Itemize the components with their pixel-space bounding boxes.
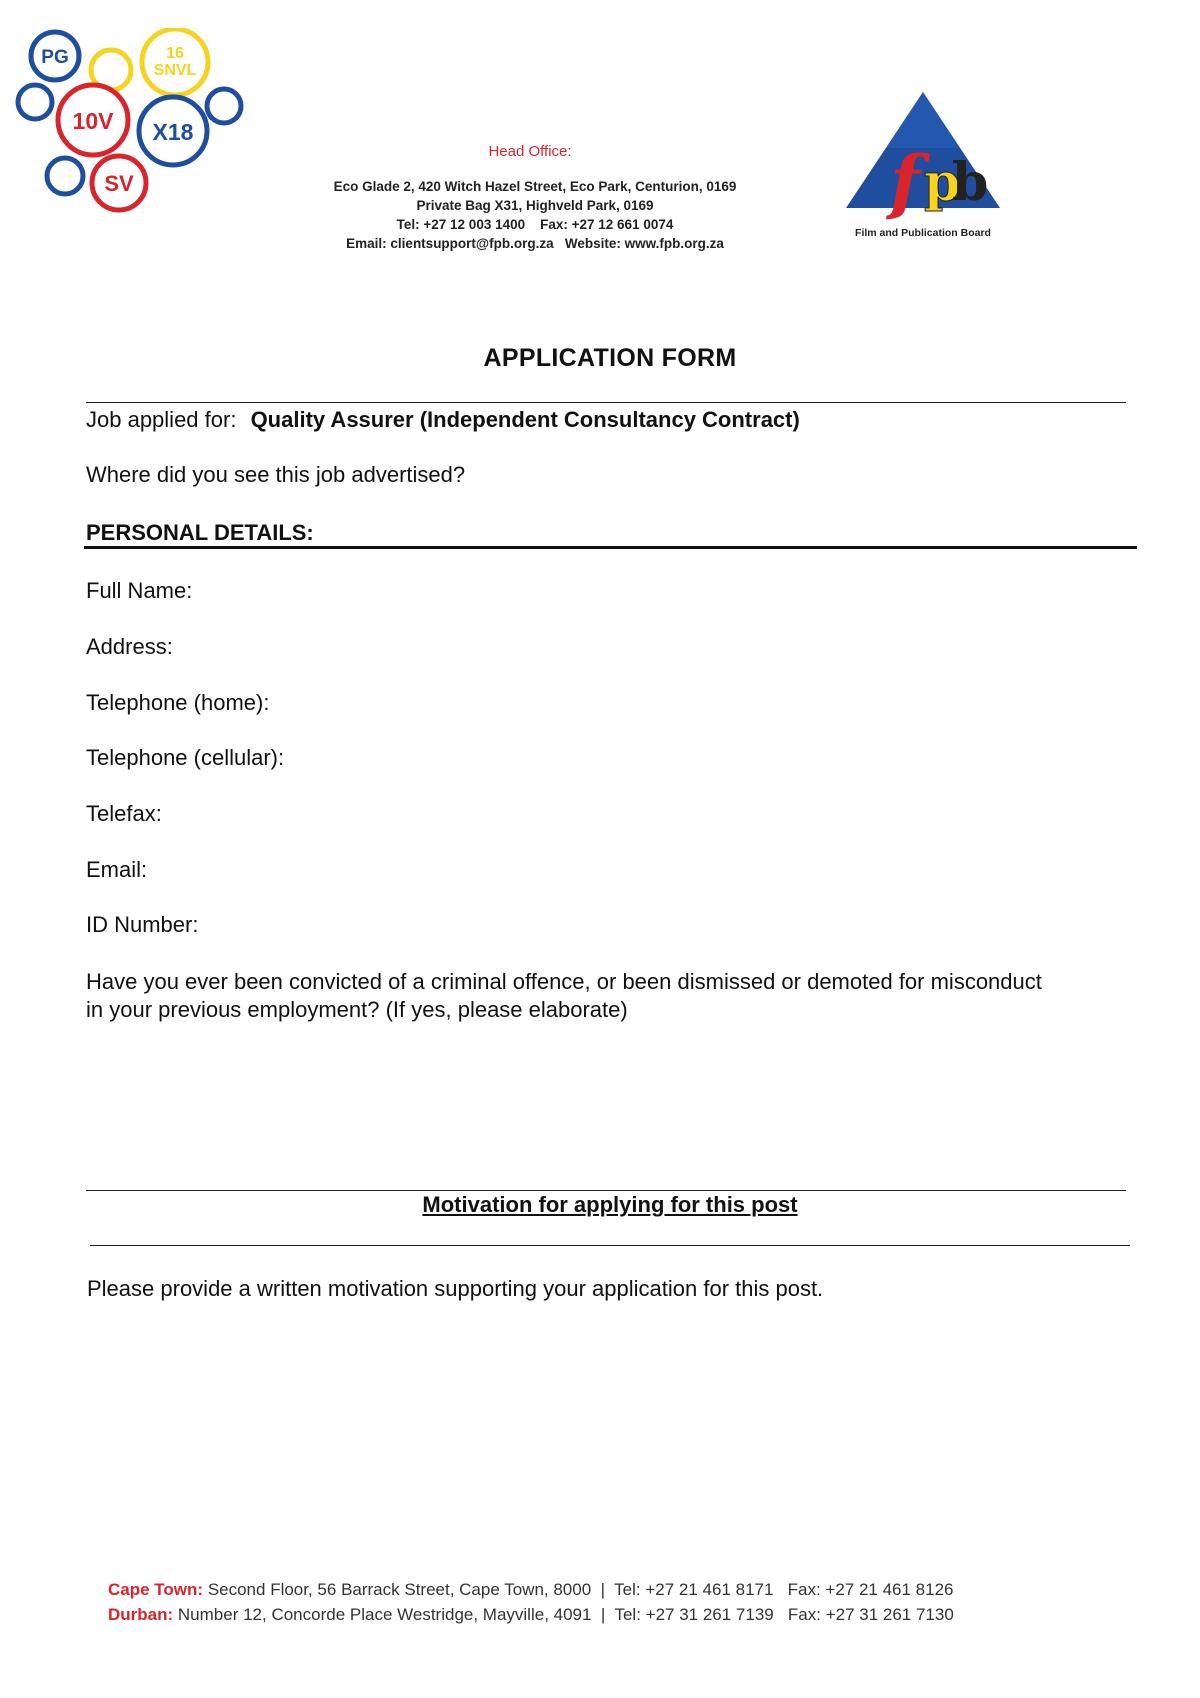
conviction-question-line-2: in your previous employment? (If yes, please elaborate) [86, 997, 628, 1022]
field-telefax-label: Telefax: [86, 801, 162, 826]
field-email-label: Email: [86, 857, 148, 882]
fpb-letter-f: f [890, 140, 921, 223]
field-address-label: Address: [86, 634, 173, 659]
fpb-letter-b: b [952, 152, 989, 213]
job-applied-row [86, 406, 800, 434]
field-id-number-label: ID Number: [86, 912, 199, 937]
footer-durban-text: Number 12, Concorde Place Westridge, Mayville, 4091 | Tel: +27 31 261 7139 Fax: +27 31 261 7130 [177, 1605, 954, 1624]
sv-label: SV [104, 171, 134, 196]
head-office-contact: Email: clientsupport@fpb.org.za Website: www.fpb.org.za [346, 236, 724, 251]
snvl-label-16: 16 [166, 45, 184, 62]
personal-details-divider [84, 546, 1137, 549]
small-blue-circle-right [207, 89, 241, 123]
job-applied-value: Quality Assurer (Independent Consultancy Contract) [250, 407, 800, 432]
head-office-title: Head Office: [488, 143, 572, 160]
head-office-address: Eco Glade 2, 420 Witch Hazel Street, Eco Park, Centurion, 0169 [333, 179, 737, 194]
title-divider [86, 402, 1126, 403]
footer-durban-label: Durban: [108, 1605, 174, 1624]
footer-cape-town-label: Cape Town: [108, 1580, 204, 1599]
pg-label: PG [41, 47, 69, 68]
motivation-bottom-divider [90, 1245, 1130, 1246]
rating-classifications-logo [10, 28, 250, 218]
head-office-postal: Private Bag X31, Highveld Park, 0169 [416, 198, 654, 213]
field-full-name-label: Full Name: [86, 578, 193, 603]
10v-label: 10V [72, 108, 114, 134]
field-telephone-cellular-label: Telephone (cellular): [86, 745, 285, 770]
snvl-label-text: SNVL [153, 62, 197, 79]
small-blue-circle-bottom [47, 158, 83, 194]
fpb-logo [838, 88, 1008, 248]
field-telephone-home-label: Telephone (home): [86, 690, 270, 715]
conviction-question-line-1: Have you ever been convicted of a criminal offence, or been dismissed or demoted for misconduct [86, 969, 1042, 994]
job-applied-label: Job applied for: [86, 407, 237, 432]
form-title: APPLICATION FORM [483, 344, 737, 372]
fpb-caption: Film and Publication Board [855, 227, 991, 239]
motivation-heading: Motivation for applying for this post [422, 1192, 798, 1217]
footer-cape-town-text: Second Floor, 56 Barrack Street, Cape Town, 8000 | Tel: +27 21 461 8171 Fax: +27 21 461 8126 [207, 1580, 954, 1599]
x18-label: X18 [152, 119, 194, 145]
footer-durban [108, 1605, 954, 1625]
personal-details-heading: PERSONAL DETAILS: [86, 520, 314, 545]
fpb-letter-p: p [924, 152, 961, 213]
motivation-top-divider [86, 1190, 1126, 1191]
footer-cape-town [108, 1580, 954, 1600]
small-blue-circle-left [18, 85, 52, 119]
advertised-question: Where did you see this job advertised? [86, 462, 466, 487]
motivation-prompt: Please provide a written motivation supporting your application for this post. [87, 1276, 824, 1301]
head-office-phone: Tel: +27 12 003 1400 Fax: +27 12 661 0074 [396, 217, 674, 232]
